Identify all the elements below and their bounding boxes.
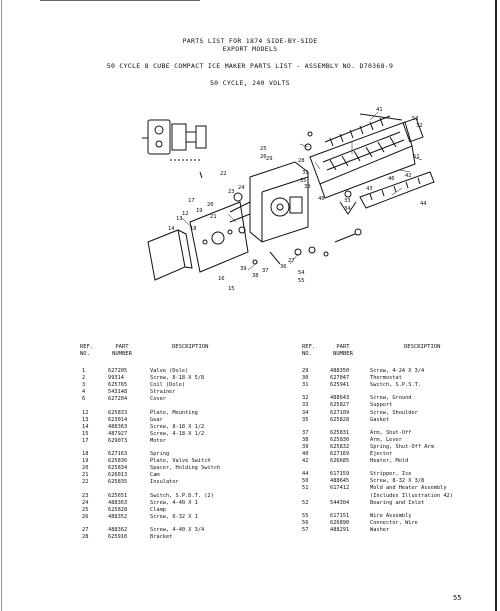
left-row-ref: 14 [82, 423, 89, 430]
callout-21: 21 [210, 214, 217, 220]
callout-27: 27 [288, 258, 295, 264]
callout-33: 33 [344, 198, 351, 204]
left-row-part: 626013 [108, 472, 128, 479]
left-row-part: 487927 [108, 430, 128, 437]
left-row-desc: Spacer, Holding Switch [150, 465, 221, 472]
left-row-part: 625765 [108, 382, 128, 389]
left-row-part: 625834 [108, 465, 128, 472]
right-row-ref: 38 [302, 436, 309, 443]
callout-32: 32 [416, 123, 423, 129]
right-row-ref: 31 [302, 382, 309, 389]
callout-24: 24 [238, 185, 245, 191]
right-row-desc: Spring, Shut-Off Arm [370, 443, 434, 450]
callout-42: 42 [405, 173, 412, 179]
left-row-part: 488363 [108, 423, 128, 430]
left-row-desc: Gear [150, 416, 163, 423]
left-row-desc: Motor [150, 437, 166, 444]
left-row-part: 629073 [108, 437, 128, 444]
right-row-desc: Switch, S.P.S.T. [370, 382, 422, 389]
right-row-desc: Heater, Mold [370, 458, 409, 465]
right-row-part: 625831 [330, 429, 350, 436]
right-row-part: 617151 [330, 512, 350, 519]
title-line-3: 50 CYCLE 8 CUBE COMPACT ICE MAKER PARTS LIST - ASSEMBLY NO. D70368-9 [106, 62, 394, 70]
callout-51: 51 [413, 154, 420, 160]
left-row-desc: Screw, 6-32 X 1 [150, 513, 198, 520]
right-row-desc: Washer [370, 526, 390, 533]
left-row-part: 625836 [108, 458, 128, 465]
left-row-ref: 21 [82, 472, 89, 479]
right-row-ref: 44 [302, 471, 309, 478]
right-row-desc: Arm, Lever [370, 436, 402, 443]
left-col-desc-header: DESCRIPTION [172, 344, 209, 350]
right-row-part: 488291 [330, 526, 350, 533]
callout-55: 55 [298, 278, 305, 284]
right-row-ref: 51 [302, 485, 309, 492]
right-row-desc: Screw, 4-24 X 3/4 [370, 368, 425, 374]
right-row-ref: 50 [302, 478, 309, 485]
left-row-ref: 22 [82, 479, 89, 486]
callout-38: 38 [252, 273, 259, 279]
right-row-part: 625827 [330, 402, 350, 409]
right-row-part: 627109 [330, 409, 350, 416]
right-row-desc: Screw, Ground [370, 395, 412, 402]
left-row-part: 99314 [108, 375, 124, 382]
control-housing-drawing [230, 162, 308, 242]
callout-41: 41 [376, 107, 383, 113]
left-col-ref-header: REF. NO. [80, 344, 94, 357]
left-row-desc: Spring [150, 451, 170, 457]
right-row-part: 625941 [330, 382, 350, 389]
left-row-desc: Screw, 4-40 X 1 [150, 499, 198, 506]
right-row-ref: 33 [302, 402, 309, 409]
left-row-part: 625833 [108, 409, 128, 416]
callout-20: 20 [207, 202, 214, 208]
right-col-part-header: PART NUMBER [333, 344, 353, 357]
left-row-ref: 2 [82, 375, 86, 382]
callout-53: 53 [412, 116, 419, 122]
right-row-desc: Ejector [370, 451, 393, 457]
left-row-ref: 23 [82, 492, 89, 499]
callout-46: 46 [388, 176, 395, 182]
callout-39: 39 [240, 266, 247, 272]
right-row-desc: Screw, 8-32 X 3/8 [370, 478, 425, 485]
right-row-desc: Mold and Heater Assembly [370, 485, 447, 492]
left-row-part: 625828 [108, 506, 128, 513]
right-col-desc-header: DESCRIPTION [404, 344, 441, 350]
callout-26: 26 [260, 154, 267, 160]
right-row-part: 625832 [330, 443, 350, 450]
left-row-desc: Screw, 8-18 X 5/8 [150, 375, 205, 382]
left-row-desc: Bracket [150, 534, 173, 540]
left-row-part: 627163 [108, 451, 128, 457]
right-row-ref: 39 [302, 443, 309, 450]
left-row-ref: 19 [82, 458, 89, 465]
callout-31: 31 [302, 170, 309, 176]
left-row-desc: Plate, Valve Switch [150, 458, 211, 465]
left-row-ref: 17 [82, 437, 89, 444]
left-row-desc: Strainer [150, 389, 176, 396]
left-row-desc: Screw, 8-18 X 1/2 [150, 423, 205, 430]
right-row-part: 544304 [330, 499, 350, 506]
left-row-part: 625910 [108, 534, 128, 540]
callout-43: 43 [366, 186, 373, 192]
right-row-part: 626890 [330, 519, 350, 526]
right-row-ref: 42 [302, 458, 309, 465]
left-row-part: 488352 [108, 513, 128, 520]
left-row-desc: Cam [150, 472, 160, 479]
callout-25: 25 [260, 146, 267, 152]
left-row-ref: 28 [82, 534, 89, 540]
left-row-desc: Switch, S.P.D.T. (2) [150, 492, 214, 499]
title-line-4: 50 CYCLE, 240 VOLTS [209, 79, 291, 87]
right-row-desc: Thermostat [370, 375, 402, 382]
leader-lines [182, 112, 422, 270]
right-row-ref: 29 [302, 368, 309, 374]
right-row-part: 627169 [330, 451, 350, 457]
right-row-ref: 52 [302, 499, 309, 506]
left-row-part: 543148 [108, 389, 128, 396]
callout-23: 23 [228, 189, 235, 195]
left-row-ref: 6 [82, 396, 86, 403]
callout-30: 30 [304, 184, 311, 190]
callout-15: 15 [228, 286, 235, 292]
right-row-ref: 56 [302, 519, 309, 526]
callout-17: 17 [188, 198, 195, 204]
callout-29: 29 [266, 156, 273, 162]
top-scan-mark [40, 0, 200, 4]
left-row-desc: Screw, 4-40 X 3/4 [150, 526, 205, 533]
right-row-ref: 32 [302, 395, 309, 402]
callout-54: 54 [298, 270, 305, 276]
right-row-ref: 55 [302, 512, 309, 519]
left-row-ref: 20 [82, 465, 89, 472]
left-row-ref: 18 [82, 451, 89, 457]
water-valve-drawing [142, 120, 206, 160]
left-row-part: 625651 [108, 492, 128, 499]
left-row-part: 627205 [108, 368, 128, 374]
callout-19: 19 [196, 208, 203, 214]
title-line-2: EXPORT MODELS [222, 45, 278, 53]
left-row-ref: 3 [82, 382, 86, 389]
callout-18: 18 [190, 226, 197, 232]
right-row-ref: 37 [302, 429, 309, 436]
left-row-part: 488363 [108, 499, 128, 506]
right-row-ref: 40 [302, 451, 309, 457]
right-row-desc: Arm, Shut-Off [370, 429, 412, 436]
right-edge-line [495, 0, 497, 611]
callout-16: 16 [218, 276, 225, 282]
left-row-desc: Cover [150, 396, 166, 403]
left-row-ref: 27 [82, 526, 89, 533]
left-row-part: 623014 [108, 416, 128, 423]
right-row-desc: Gasket [370, 416, 390, 423]
left-row-desc: Insulator [150, 479, 179, 486]
callout-44: 44 [420, 201, 427, 207]
left-row-ref: 26 [82, 513, 89, 520]
right-row-part: 617159 [330, 471, 350, 478]
right-row-part: 627047 [330, 375, 350, 382]
callout-28: 28 [298, 158, 305, 164]
callout-37: 37 [262, 268, 269, 274]
right-row-desc: Stripper, Ice [370, 471, 412, 478]
left-row-desc: Clamp [150, 506, 166, 513]
callout-40: 40 [318, 196, 325, 202]
left-row-desc: Plate, Mounting [150, 409, 198, 416]
left-row-ref: 15 [82, 430, 89, 437]
left-row-ref: 25 [82, 506, 89, 513]
cover-drawing [148, 230, 192, 280]
right-row-ref: 34 [302, 409, 309, 416]
callout-13: 13 [176, 216, 183, 222]
ice-maker-exploded-diagram [130, 102, 450, 302]
callout-14: 14 [168, 226, 175, 232]
left-col-part-header: PART NUMBER [112, 344, 132, 357]
left-row-desc: Coil (Dole) [150, 382, 186, 389]
right-row-part: 626685 [330, 458, 350, 465]
page-number: 55 [453, 594, 462, 602]
left-row-part: 488362 [108, 526, 128, 533]
left-row-desc: Valve (Dole) [150, 368, 189, 374]
right-row-part: 488350 [330, 368, 350, 374]
callout-34: 34 [344, 206, 351, 212]
left-row-ref: 12 [82, 409, 89, 416]
right-col-ref-header: REF. NO. [302, 344, 316, 357]
right-row-desc: Wire Assembly [370, 512, 412, 519]
right-row-ref: 57 [302, 526, 309, 533]
right-row-desc: Bearing and Inlet [370, 499, 425, 506]
right-row-part: 625828 [330, 416, 350, 423]
right-row-desc: Support [370, 402, 393, 409]
right-row-part: 625830 [330, 436, 350, 443]
left-row-ref: 1 [82, 368, 86, 374]
left-row-ref: 4 [82, 389, 86, 396]
callout-35: 35 [300, 178, 307, 184]
left-row-ref: 13 [82, 416, 89, 423]
right-row-part: 488645 [330, 478, 350, 485]
title-line-1: PARTS LIST FOR 1874 SIDE-BY-SIDE [182, 37, 318, 45]
right-row-desc: Screw, Shoulder [370, 409, 418, 416]
right-row-part: 488643 [330, 395, 350, 402]
left-edge-line [1, 0, 2, 611]
left-row-part: 625835 [108, 479, 128, 486]
callout-12: 12 [182, 211, 189, 217]
right-row-desc: Connector, Wire [370, 519, 418, 526]
callout-22: 22 [220, 171, 227, 177]
right-row-part: 617412 [330, 485, 350, 492]
right-row-ref: 35 [302, 416, 309, 423]
left-row-ref: 24 [82, 499, 89, 506]
right-row-ref: 30 [302, 375, 309, 382]
left-row-desc: Screw, 4-18 X 1/2 [150, 430, 205, 437]
left-row-part: 627204 [108, 396, 128, 403]
right-row-desc: (Includes Illustration 42) [370, 492, 453, 499]
callout-36: 36 [280, 264, 287, 270]
